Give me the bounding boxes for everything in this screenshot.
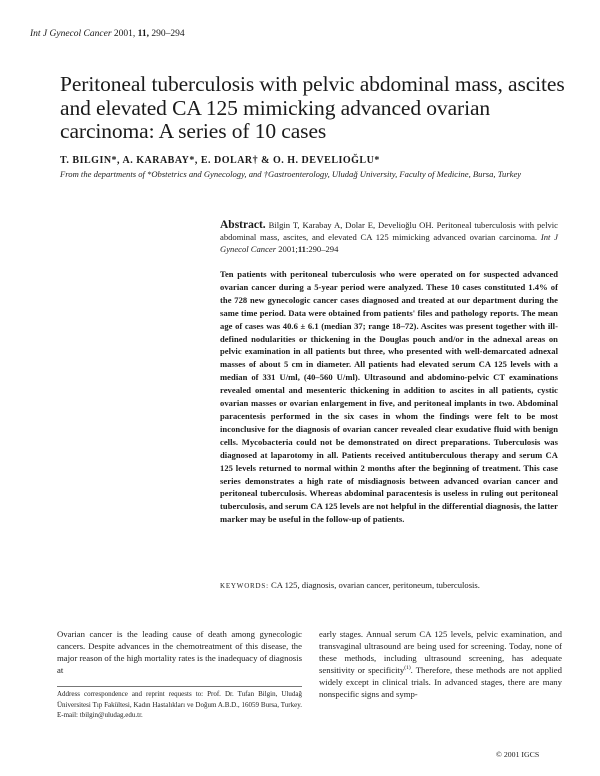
abstract-citation	[220, 219, 558, 256]
journal-year: 2001,	[113, 29, 136, 39]
article-title: Peritoneal tuberculosis with pelvic abdominal mass, ascites and elevated CA 125 mimicking advanced ovarian carcinoma: A series of 10 cases	[60, 72, 565, 143]
intro-right-text-a: early stages. Annual serum CA 125 levels, pelvic examination, and transvaginal ultrasound are being used for screening. Today, none of these methods, including ultrasound screening, has adequate sensitivity or specificity	[319, 629, 562, 676]
copyright-notice: © 2001 IGCS	[496, 750, 540, 759]
citation-year: 2001;	[278, 244, 298, 255]
keywords-label: KEYWORDS:	[220, 582, 269, 590]
reference-marker[interactable]: (1)	[404, 665, 411, 672]
intro-right-column	[319, 628, 562, 701]
intro-left-column: Ovarian cancer is the leading cause of death among gynecologic cancers. Despite advances in the chemotreatment of this disease, the major reason of the high mortality rates is the inadequacy of diagnosis at	[57, 629, 302, 676]
journal-pages: 290–294	[151, 29, 185, 39]
citation-pages: :290–294	[305, 244, 339, 255]
keywords	[220, 580, 560, 590]
intro-right-text-b: . Therefore, these methods are not applied widely except in clinical trials. In advanced stages, there are many nonspecific signs and symp-	[319, 665, 562, 700]
keywords-text: CA 125, diagnosis, ovarian cancer, peritoneum, tuberculosis.	[270, 580, 480, 590]
journal-volume: 11,	[137, 29, 149, 39]
citation-text: Bilgin T, Karabay A, Dolar E, Develioğlu OH. Peritoneal tuberculosis with pelvic abdominal mass, ascites, and elevated CA 125 mimicking advanced ovarian carcinoma.	[220, 220, 558, 243]
footnote-divider	[57, 686, 302, 687]
citation-volume: 11	[297, 244, 306, 255]
affiliations: From the departments of *Obstetrics and Gynecology, and †Gastroenterology, Uludağ University, Faculty of Medicine, Bursa, Turkey	[60, 169, 522, 179]
journal-name: Int J Gynecol Cancer	[30, 29, 112, 39]
author-list: T. BILGIN*, A. KARABAY*, E. DOLAR† & O. H. DEVELIOĞLU*	[60, 155, 380, 166]
correspondence-footnote: Address correspondence and reprint requests to: Prof. Dr. Tufan Bilgin, Uludağ Üniversitesi Tıp Fakültesi, Kadın Hastalıkları ve Doğum A.B.D., 16059 Bursa, Turkey. E-mail: tbilgin@uludag.edu.tr.	[57, 690, 302, 719]
abstract-label: Abstract.	[220, 219, 266, 231]
abstract-body: Ten patients with peritoneal tuberculosis who were operated on for suspected advanced ovarian cancer during a 5-year period were analyzed. These 10 cases constituted 1.4% of the 728 new gynecologic cancer cases diagnosed and treated at our department during the same time period. Data were obtained from patients' files and pathology reports. The mean age of cases was 40.6 ± 6.1 (median 37; range 18–72). Ascites was present together with ill-defined nodularities or thickening in the Douglas pouch and/or in the adnexal areas on pelvic examination in all patients but three, who presented with well-demarcated adnexal masses of about 5 cm in diameter. All patients had elevated serum CA 125 levels with a median of 331 U/ml, (40–560 U/ml). Ultrasound and abdomino-pelvic CT examinations revealed omental and mesenteric thickening in addition to ascites in all patients, cystic ovarian masses or ovarian enlargement in five, and peritoneal implants in two. Abdominal paracentesis performed in the six cases in whom the findings were felt to be most inconclusive for the diagnosis of ovarian cancer revealed clear exudative fluid with benign cells. Mycobacteria could not be demonstrated on direct preparations. Tuberculosis was diagnosed at laparotomy in all. Patients received antituberculous therapy and serum CA 125 levels returned to normal within 2 months after the beginning of treatment. This case series demonstrates a high rate of misdiagnosis between advanced ovarian cancer and peritoneal tuberculosis. Whereas abdominal paracentesis is useless in ruling out peritoneal tuberculosis, and serum CA 125 levels are not helpful in the differential diagnosis, the latter marker may be useful in the follow-up of patients.	[220, 269, 558, 525]
citation-journal: Int J Gynecol Cancer	[220, 232, 558, 255]
running-head	[30, 29, 185, 39]
